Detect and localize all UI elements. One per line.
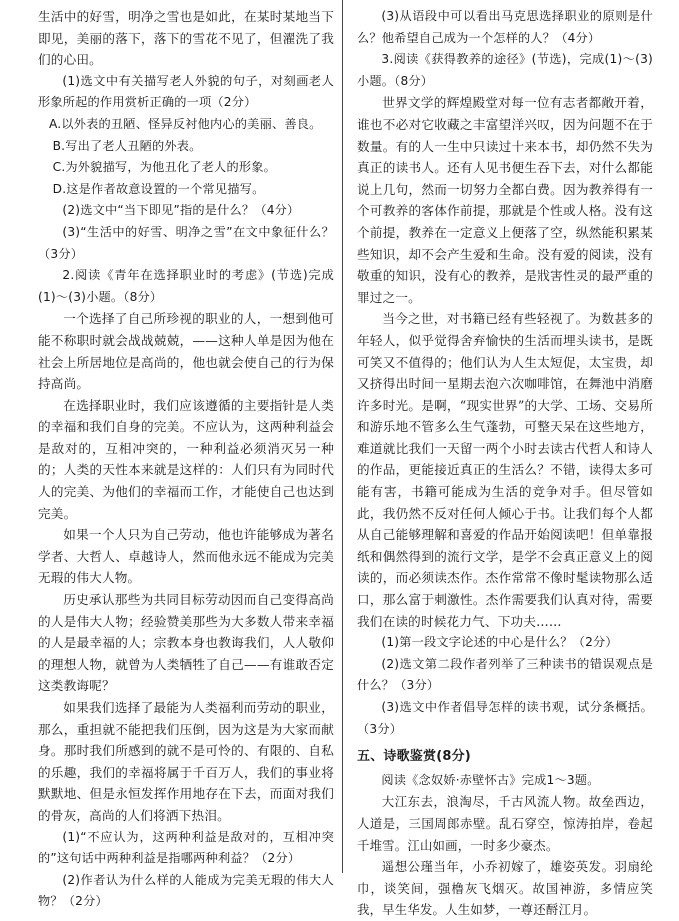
question-9: (3)选文中作者倡导怎样的读书观，试分条概括。（3分）: [357, 700, 653, 736]
question-2: (2)选文中“当下即见”指的是什么？（4分）: [62, 203, 300, 218]
question-7: (1)第一段文字论述的中心是什么？（2分）: [381, 635, 618, 650]
question-6: (3)从语段中可以看出马克思选择职业的原则是什么？他希望自己成为一个怎样的人？（4分）: [357, 9, 653, 45]
passage-paragraph: 一个选择了自己所珍视的职业的人，一想到他可能不称职时就会战战兢兢，——这种人单是因为他在社会上所居地位是高尚的，他也就会使自己的行为保持高尚。: [38, 311, 334, 392]
option-a: A.以外表的丑陋、怪异反衬他内心的美丽、善良。: [48, 116, 322, 131]
poem-stanza: 遥想公瑾当年，小乔初嫁了，雄姿英发。羽扇纶巾，谈笑间，强橹灰飞烟灭。故国神游，多情应笑我，早生华发。人生如梦，一尊还酹江月。: [357, 859, 653, 918]
passage-paragraph: 如果我们选择了最能为人类福利而劳动的职业，那么，重担就不能把我们压倒，因为这是为大家而献身。那时我们所感到的就不是可怜的、有限的、自私的乐趣，我们的幸福将属于千百万人，我们的事业将默默地、但是永恒发挥作用地存在下去，而面对我们的骨灰，高尚的人们将洒下热泪。: [38, 700, 334, 823]
passage-paragraph: 如果一个人只为自己劳动，他也许能够成为著名学者、大哲人、卓越诗人，然而他永远不能成为完美无瑕的伟大人物。: [38, 527, 334, 586]
passage-paragraph: 当今之世，对书籍已经有些轻视了。为数甚多的年轻人，似乎觉得舍弃愉快的生活而埋头读书，是既可笑又不值得的；他们认为人生太短促，太宝贵，却又挤得出时间一星期去泡六次咖啡馆，在舞池中消磨许多时光。是啊，“现实世界”的大学、工场、交易所和游乐地不管多么生气蓬勃，可整天呆在这些地方，难道就比我们一天留一两个小时去读古代哲人和诗人的作品，更能接近真正的生活么？不错，读得太多可能有害，书籍可能成为生活的竞争对手。但尽管如此，我仍然不反对任何人倾心于书。让我们每个人都从自己能够理解和喜爱的作品开始阅读吧！但单靠报纸和偶然得到的流行文学，是学不会真正意义上的阅读的，而必须读杰作。杰作常常不像时髦读物那么适口，那么富于刺激性。杰作需要我们认真对待，需要我们在读的时候花力气、下功夫……: [357, 311, 653, 629]
right-column: [357, 6, 653, 921]
section-heading: 五、诗歌鉴赏(8分): [357, 749, 471, 765]
option-c: C.为外貌描写，为他丑化了老人的形象。: [52, 160, 276, 175]
task-4-heading: 阅读《念奴娇·赤壁怀古》完成1～3题。: [381, 772, 600, 787]
question-8: (2)选文第二段作者列举了三种读书的错误观点是什么？（3分）: [357, 656, 653, 693]
question-3: (3)“生活中的好雪、明净之雪”在文中象征什么？（3分）: [38, 224, 334, 261]
passage-paragraph: 历史承认那些为共同目标劳动因而自己变得高尚的人是伟大人物；经验赞美那些为大多数人带来幸福的人是最幸福的人；宗教本身也教诲我们，人人敬仰的理想人物，就曾为人类牺牲了自己——有谁敢否定这类教诲呢？: [38, 592, 334, 694]
passage-paragraph: 在选择职业时，我们应该遵循的主要指针是人类的幸福和我们自身的完美。不应认为，这两种利益会是敌对的，互相冲突的，一种利益必须消灭另一种的；人类的天性本来就是这样的：人们只有为同时代人的完美、为他们的幸福而工作，才能使自己也达到完美。: [38, 397, 334, 521]
column-divider: [342, 0, 343, 873]
question-4: (1)“不应认为，这两种利益是敌对的，互相冲突的”这句话中两种利益是指哪两种利益？（2分）: [38, 829, 334, 866]
passage-paragraph: 世界文学的辉煌殿堂对每一位有志者都敞开着，谁也不必对它收藏之丰富望洋兴叹，因为问题不在于数量。有的人一生中只读过十来本书，却仍然不失为真正的读书人。还有人见书便生吞下去，对什么都能说上几句，然而一切努力全都白费。因为教养得有一个可教养的客体作前提，那就是个性或人格。没有这个前提，教养在一定意义上便落了空，纵然能积累某些知识，却不会产生爱和生命。没有爱的阅读，没有敬重的知识，没有心的教养，是戕害性灵的最严重的罪过之一。: [357, 95, 653, 305]
task-3-heading: 3.阅读《获得教养的途径》(节选)，完成(1)～(3)小题。（8分）: [357, 52, 653, 88]
option-b: B.写出了老人丑陋的外表。: [52, 138, 202, 153]
poem-stanza: 大江东去，浪淘尽，千古风流人物。故垒西边，人道是，三国周郎赤壁。乱石穿空，惊涛拍岸，卷起千堆雪。江山如画，一时多少豪杰。: [357, 794, 653, 853]
task-2-heading: 2.阅读《青年在选择职业时的考虑》(节选)完成(1)～(3)小题。（8分）: [38, 268, 334, 304]
passage-paragraph: 生活中的好雪，明净之雪也是如此，在某时某地当下即见，美丽的落下，落下的雪花不见了，但濯洗了我们的心田。: [38, 9, 334, 68]
option-d: D.这是作者故意设置的一个常见描写。: [52, 181, 265, 196]
question-5: (2)作者认为什么样的人能成为完美无瑕的伟大人物？（2分）: [38, 872, 334, 909]
question-1: (1)选文中有关描写老人外貌的句子，对刻画老人形象所起的作用赏析正确的一项（2分）: [38, 73, 334, 110]
left-column: [38, 6, 334, 913]
